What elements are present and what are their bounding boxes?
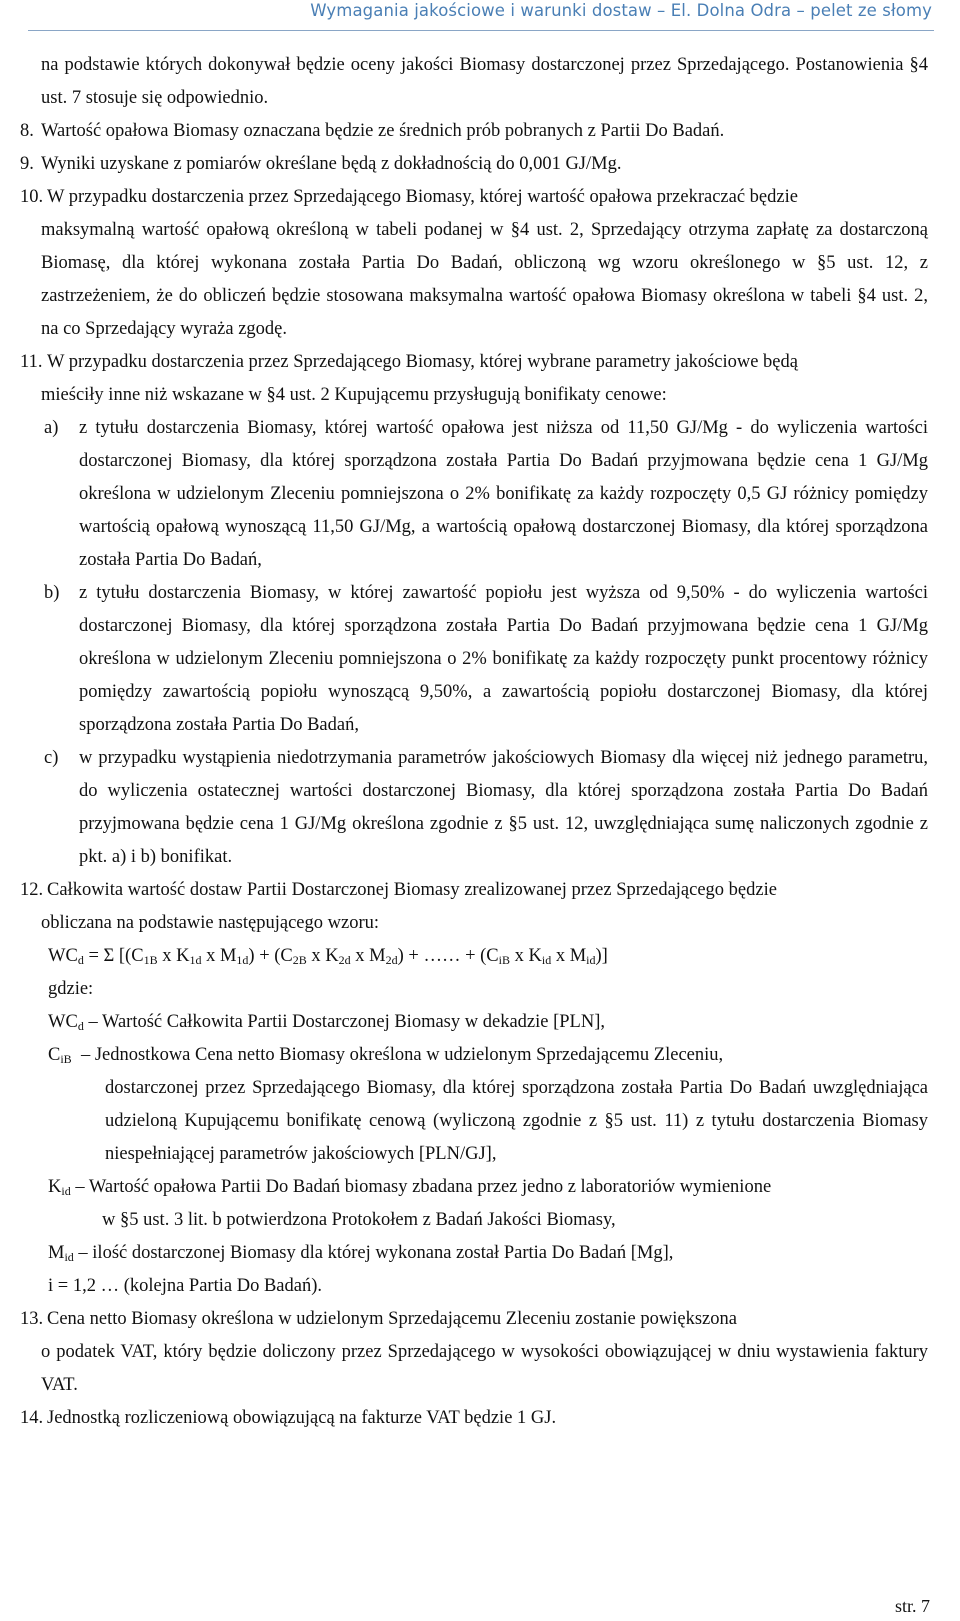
term-symbol: K (48, 1177, 62, 1197)
definition-index: i = 1,2 … (kolejna Partia Do Badań). (48, 1276, 322, 1296)
formula-part: x K (509, 946, 542, 966)
formula-part: x K (306, 946, 339, 966)
sub-item-text: z tytułu dostarczenia Biomasy, której wartość opałowa jest niższa od 11,50 GJ/Mg - do wyliczenia wartości dostarczonej Biomasy, dla której sporządzona została Partia Do Badań przyjmowana będzie cena 1 GJ/Mg określona w udzielonym Zleceniu pomniejszona o 2% bonifikatę za każdy rozpoczęty 0,5 GJ różnicy pomiędzy wartością opałową wynoszącą 11,50 GJ/Mg, a wartością opałową dostarczonej Biomasy, dla której sporządzona została Partia Do Badań, (79, 418, 928, 570)
sub-item-c (44, 742, 928, 874)
item-number: 14. (20, 1408, 44, 1428)
item-text: Wyniki uzyskane z pomiarów określane będą z dokładnością do 0,001 GJ/Mg. (41, 154, 622, 174)
definition-text: – Wartość opałowa Partii Do Badań biomasy zbadana przez jedno z laboratoriów wymienione (75, 1177, 772, 1197)
formula-subscript: 2d (338, 953, 351, 967)
item-text: Wartość opałowa Biomasy oznaczana będzie ze średnich prób pobranych z Partii Do Badań. (41, 121, 725, 141)
definition-text: – Jednostkowa Cena netto Biomasy określona w udzielonym Sprzedającemu Zleceniu, (80, 1045, 724, 1065)
item-text-continuation: obliczana na podstawie następującego wzoru: (41, 913, 380, 933)
formula-subscript: 1B (143, 953, 158, 967)
formula-subscript: 1d (189, 953, 202, 967)
item-text: Jednostką rozliczeniową obowiązującą na fakturze VAT będzie 1 GJ. (47, 1408, 557, 1428)
formula-subscript: 1d (236, 953, 249, 967)
running-header: Wymagania jakościowe i warunki dostaw – El. Dolna Odra – pelet ze słomy (310, 1, 932, 20)
definition-term (48, 1039, 81, 1072)
formula-part: )] (595, 946, 608, 966)
list-item-9 (20, 148, 928, 181)
term-subscript: iB (60, 1052, 72, 1066)
term-subscript: d (77, 1019, 84, 1033)
term-subscript: id (64, 1250, 74, 1264)
sub-item-a (44, 412, 928, 577)
formula (20, 940, 928, 973)
formula-part: x M (551, 946, 587, 966)
sub-item-text: z tytułu dostarczenia Biomasy, w której zawartość popiołu jest wyższa od 9,50% - do wyliczenia wartości dostarczonej Biomasy, dla której sporządzona została Partia Do Badań przyjmowana będzie cena 1 GJ/Mg określona w udzielonym Zleceniu pomniejszona o 2% bonifikatę za każdy rozpoczęty punkt procentowy różnicy pomiędzy zawartością popiołu wynoszącą 9,50%, a zawartością popiołu dostarczonej Biomasy, dla której sporządzona została Partia Do Badań, (79, 583, 928, 735)
term-symbol: WC (48, 1012, 78, 1032)
list-item-14 (20, 1402, 928, 1435)
formula-subscript: iB (498, 953, 510, 967)
definition-mid (20, 1237, 928, 1270)
item-text-continuation: mieściły inne niż wskazane w §4 ust. 2 Kupującemu przysługują bonifikaty cenowe: (41, 385, 667, 405)
list-item-13 (20, 1303, 928, 1336)
sub-item-label: b) (44, 583, 60, 603)
formula-part: x M (201, 946, 237, 966)
item-number: 8. (20, 121, 34, 141)
item-text: Cena netto Biomasy określona w udzielonym Sprzedającemu Zleceniu zostanie powiększona (47, 1309, 737, 1329)
item-text-continuation: o podatek VAT, który będzie doliczony przez Sprzedającego w wysokości obowiązującej w dniu wystawienia faktury VAT. (41, 1342, 928, 1395)
definition-cib (20, 1039, 928, 1072)
sub-item-label: c) (44, 748, 59, 768)
list-item-8 (20, 115, 928, 148)
formula-part: = Σ [(C (83, 946, 144, 966)
list-item-11 (20, 346, 928, 379)
definition-continuation: dostarczonej przez Sprzedającego Biomasy, dla której sporządzona została Partia Do Badań uwzględniająca udzieloną Kupującemu bonifikatę cenową (wyliczoną zgodnie z §5 ust. 11) z tytułu dostarczenia Biomasy niespełniającej parametrów jakościowych [PLN/GJ], (105, 1078, 928, 1164)
formula-part: x M (350, 946, 386, 966)
formula-subscript: d (77, 953, 84, 967)
item-text: W przypadku dostarczenia przez Sprzedającego Biomasy, której wybrane parametry jakościowe będą (47, 352, 798, 372)
term-subscript: id (61, 1184, 71, 1198)
item-text: W przypadku dostarczenia przez Sprzedającego Biomasy, której wartość opałowa przekraczać będzie (47, 187, 798, 207)
formula-part: x K (157, 946, 190, 966)
formula-subscript: id (586, 953, 596, 967)
definition-text: – ilość dostarczonej Biomasy dla której wykonana został Partia Do Badań [Mg], (78, 1243, 674, 1263)
item-number: 11. (20, 352, 43, 372)
item-number: 10. (20, 187, 44, 207)
list-item-10 (20, 181, 928, 214)
item-number: 12. (20, 880, 44, 900)
formula-subscript: id (541, 953, 552, 967)
sub-item-label: a) (44, 418, 59, 438)
definition-kid (20, 1171, 928, 1204)
sub-item-b (44, 577, 928, 742)
item-number: 13. (20, 1309, 44, 1329)
definition-term (48, 1006, 88, 1039)
item-number: 9. (20, 154, 34, 174)
list-item-12 (20, 874, 928, 907)
definition-continuation: w §5 ust. 3 lit. b potwierdzona Protokołem z Badań Jakości Biomasy, (102, 1210, 616, 1230)
item-text: Całkowita wartość dostaw Partii Dostarczonej Biomasy zrealizowanej przez Sprzedającego będzie (47, 880, 777, 900)
formula-subscript: 2d (385, 953, 398, 967)
formula-subscript: 2B (292, 953, 307, 967)
where-label: gdzie: (48, 979, 94, 999)
paragraph-continuation: na podstawie których dokonywał będzie oceny jakości Biomasy dostarczonej przez Sprzedającego. Postanowienia §4 ust. 7 stosuje się odpowiednio. (41, 55, 928, 108)
definition-wcd (20, 1006, 928, 1039)
formula-part: ) + …… + (C (397, 946, 499, 966)
formula-part: ) + (C (248, 946, 293, 966)
formula-part: WC (48, 946, 78, 966)
page-number: str. 7 (894, 1596, 930, 1616)
term-symbol: C (48, 1045, 61, 1065)
definition-term (48, 1237, 78, 1270)
definition-term (48, 1171, 75, 1204)
document-body (20, 49, 928, 1435)
definition-text: – Wartość Całkowita Partii Dostarczonej Biomasy w dekadzie [PLN], (88, 1012, 605, 1032)
term-symbol: M (48, 1243, 65, 1263)
header-rule (28, 30, 934, 31)
sub-item-text: w przypadku wystąpienia niedotrzymania parametrów jakościowych Biomasy dla więcej niż jednego parametru, do wyliczenia ostatecznej wartości dostarczonej Biomasy, dla której sporządzona została Partia Do Badań przyjmowana będzie cena 1 GJ/Mg określona zgodnie z §5 ust. 12, uwzględniająca sumę naliczonych zgodnie z pkt. a) i b) bonifikat. (79, 748, 928, 867)
item-text-continuation: maksymalną wartość opałową określoną w tabeli podanej w §4 ust. 2, Sprzedający otrzyma zapłatę za dostarczoną Biomasę, dla której wykonana została Partia Do Badań, obliczoną wg wzoru określonego w §5 ust. 12, z zastrzeżeniem, że do obliczeń będzie stosowana maksymalna wartość opałowa Biomasy określona w tabeli §4 ust. 2, na co Sprzedający wyraża zgodę. (41, 220, 928, 339)
